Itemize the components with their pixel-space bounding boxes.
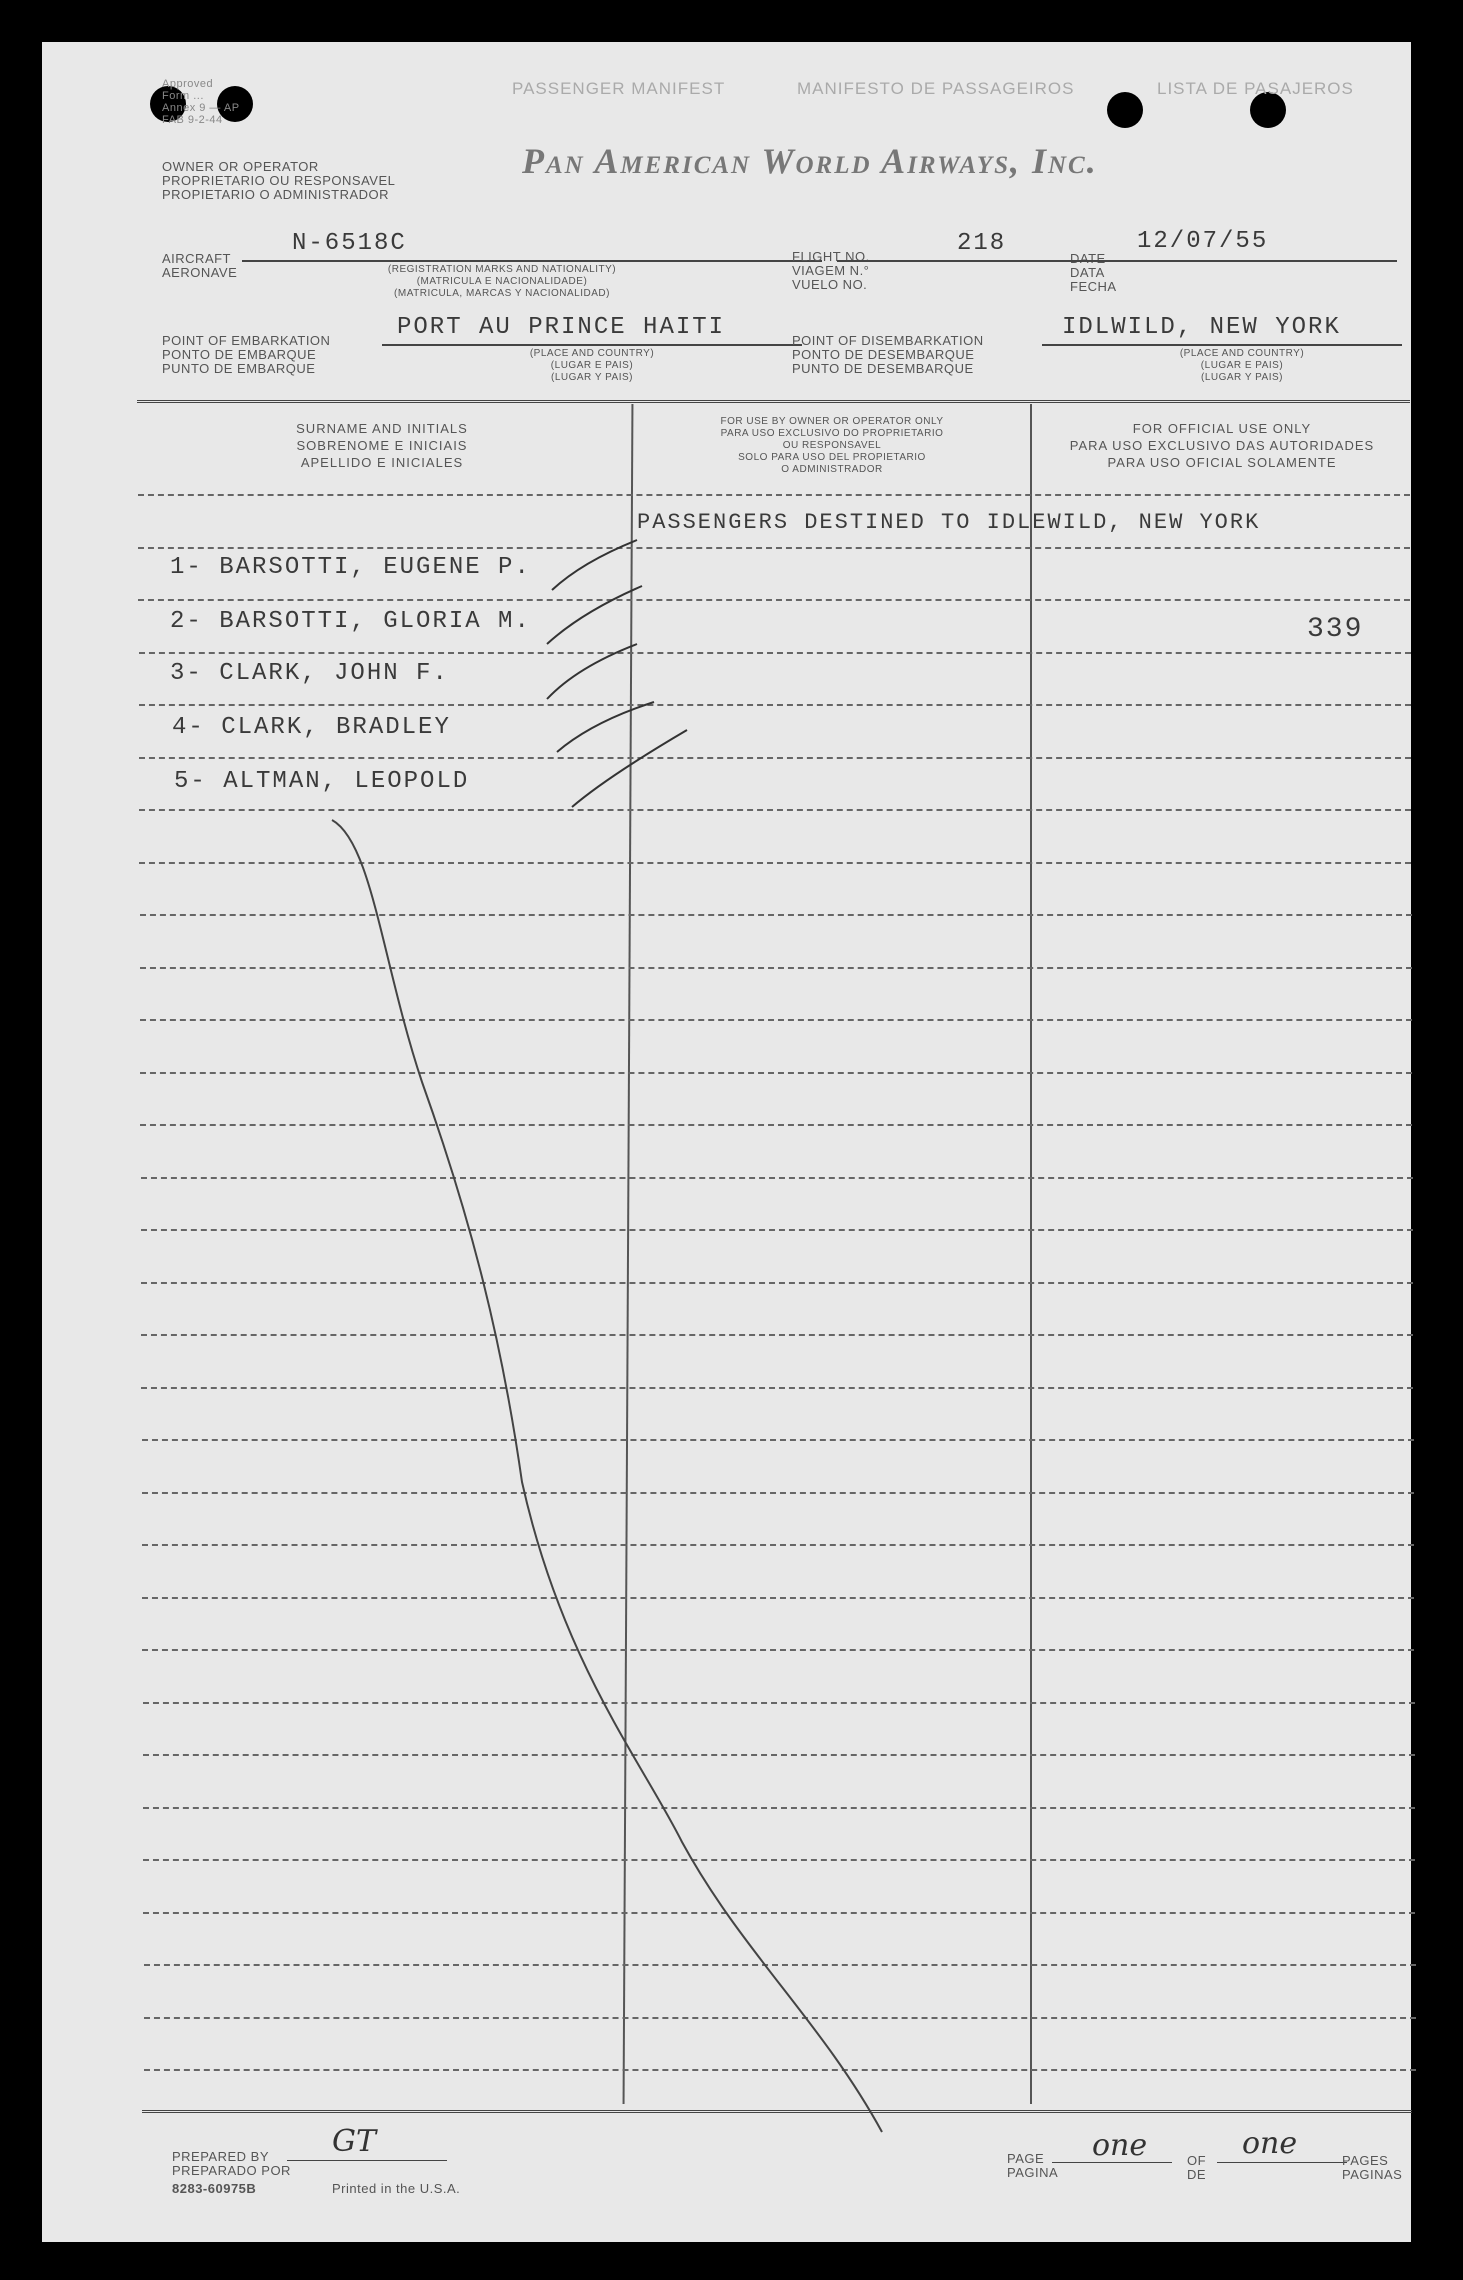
tick-mark	[547, 586, 642, 644]
col-header-surname: SURNAME AND INITIALS SOBRENOME E INICIAIS APELLIDO E INICIALES	[296, 421, 468, 470]
prepared-underline	[287, 2160, 447, 2161]
tick-mark	[552, 540, 637, 590]
aircraft-label: AIRCRAFT AERONAVE	[162, 251, 238, 280]
page-value: one	[1092, 2128, 1148, 2163]
embark-sublabel: (PLACE AND COUNTRY) (LUGAR E PAIS) (LUGAR Y PAIS)	[529, 348, 655, 383]
tick-mark	[557, 702, 654, 752]
col-header-official: FOR OFFICIAL USE ONLY PARA USO EXCLUSIVO DAS AUTORIDADES PARA USO OFICIAL SOLAMENTE	[1069, 421, 1375, 470]
prepared-by-value: GT	[332, 2124, 376, 2159]
disembarkation-value: IDLWILD, NEW YORK	[1062, 314, 1341, 341]
prepared-label: PREPARED BY PREPARADO POR	[172, 2149, 291, 2178]
form-code: 8283-60975B	[172, 2181, 257, 2196]
of-label: OF DE	[1187, 2153, 1207, 2182]
passenger-row-3: 3- CLARK, JOHN F.	[170, 660, 449, 687]
passenger-row-5: 5- ALTMAN, LEOPOLD	[174, 768, 470, 795]
embarkation-value: PORT AU PRINCE HAITI	[397, 314, 726, 341]
disembark-sublabel: (PLACE AND COUNTRY) (LUGAR E PAIS) (LUGAR Y PAIS)	[1179, 348, 1305, 383]
flight-no-value: 218	[957, 230, 1007, 257]
pages-underline	[1217, 2162, 1347, 2163]
page-underline	[1052, 2162, 1172, 2163]
date-value: 12/07/55	[1137, 228, 1269, 255]
approval-block: Approved Form ... Annex 9 — AP FAB 9-2-44	[162, 78, 240, 126]
form-title-en: PASSENGER MANIFEST	[512, 79, 726, 98]
aircraft-value: N-6518C	[292, 230, 407, 257]
manifest-sheet	[42, 42, 1411, 2242]
operator-name: Pan American World Airways, Inc.	[522, 141, 1098, 181]
page-label: PAGE PAGINA	[1007, 2151, 1059, 2180]
col-header-owner: FOR USE BY OWNER OR OPERATOR ONLY PARA USO EXCLUSIVO DO PROPRIETARIO OU RESPONSAVEL SOLO PARA USO DEL PROPIETARIO O ADMINISTRADOR	[720, 416, 944, 475]
tick-mark	[572, 730, 687, 807]
owner-label: OWNER OR OPERATOR PROPRIETARIO OU RESPONSAVEL PROPIETARIO O ADMINISTRADOR	[162, 159, 396, 202]
tick-mark	[547, 644, 637, 699]
form-title-pt: MANIFESTO DE PASSAGEIROS	[797, 79, 1075, 98]
destined-note: PASSENGERS DESTINED TO IDLEWILD, NEW YORK	[637, 510, 1261, 535]
disembarkation-label: POINT OF DISEMBARKATION PONTO DE DESEMBARQUE PUNTO DE DESEMBARQUE	[792, 333, 984, 376]
printed-note: Printed in the U.S.A.	[332, 2181, 461, 2196]
passenger-row-4: 4- CLARK, BRADLEY	[172, 714, 451, 741]
pages-value: one	[1242, 2126, 1298, 2161]
form-title-es: LISTA DE PASAJEROS	[1157, 79, 1354, 98]
pen-marks	[42, 42, 1411, 2242]
ditto-curve	[332, 820, 882, 2132]
pages-label: PAGES PAGINAS	[1342, 2153, 1403, 2182]
table-bottom-rule	[142, 2110, 1412, 2116]
aircraft-sublabel: (REGISTRATION MARKS AND NATIONALITY) (MATRICULA E NACIONALIDADE) (MATRICULA, MARCAS Y NACIONALIDAD)	[387, 264, 617, 299]
passenger-row-1: 1- BARSOTTI, EUGENE P.	[170, 554, 531, 581]
date-label: DATE DATA FECHA	[1070, 251, 1117, 294]
passenger-row-2: 2- BARSOTTI, GLORIA M.	[170, 608, 531, 635]
embarkation-label: POINT OF EMBARKATION PONTO DE EMBARQUE PUNTO DE EMBARQUE	[162, 333, 331, 376]
official-number: 339	[1307, 614, 1364, 645]
flight-label: FLIGHT NO. VIAGEM N.° VUELO NO.	[792, 249, 870, 292]
